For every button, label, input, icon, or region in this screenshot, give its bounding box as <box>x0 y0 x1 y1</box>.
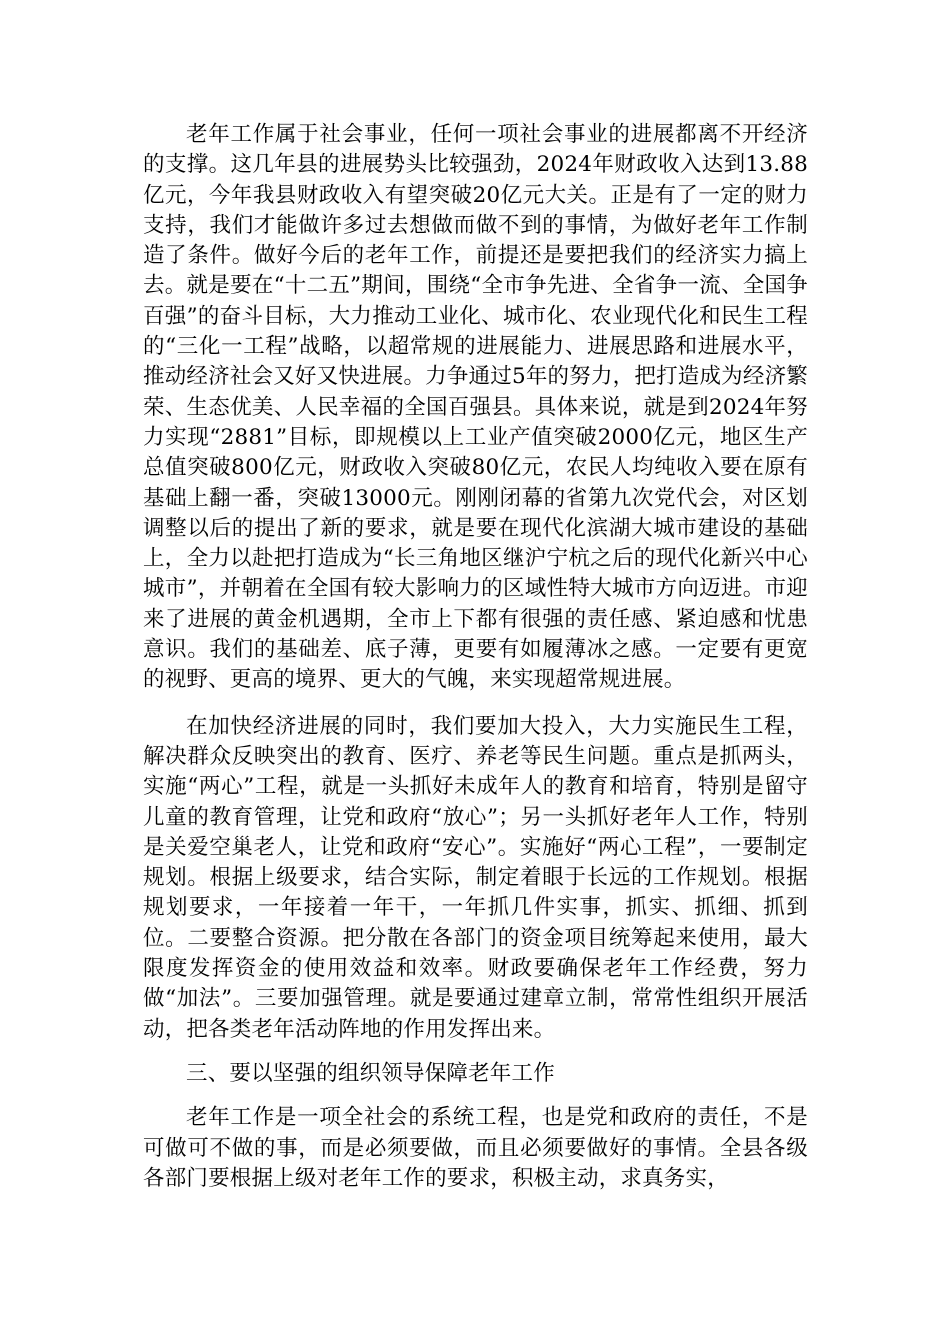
document-body <box>143 120 808 1194</box>
paragraph-organization: 老年工作是一项全社会的系统工程，也是党和政府的责任，不是可做可不做的事，而是必须要做，而且必须要做好的事情。全县各级各部门要根据上级对老年工作的要求，积极主动，求真务实， <box>143 1105 808 1191</box>
section-heading: 三、要以坚强的组织领导保障老年工作 <box>186 1060 555 1086</box>
paragraph-economic-support: 老年工作属于社会事业，任何一项社会事业的进展都离不开经济的支撑。这几年县的进展势头比较强劲，2024年财政收入达到13.88亿元，今年我县财政收入有望突破20亿元大关。正是有了一定的财力支持，我们才能做许多过去想做而做不到的事情，为做好老年工作制造了条件。做好今后的老年工作，前提还是要把我们的经济实力搞上去。就是要在“十二五”期间，围绕“全市争先进、全省争一流、全国争百强”的奋斗目标，大力推动工业化、城市化、农业现代化和民生工程的“三化一工程”战略，以超常规的进展能力、进展思路和进展水平，推动经济社会又好又快进展。力争通过5年的努力，把打造成为经济繁荣、生态优美、人民幸福的全国百强县。具体来说，就是到2024年努力实现“2881”目标，即规模以上工业产值突破2000亿元，地区生产总值突破800亿元，财政收入突破80亿元，农民人均纯收入要在原有基础上翻一番，突破13000元。刚刚闭幕的省第九次党代会，对区划调整以后的提出了新的要求，就是要在现代化滨湖大城市建设的基础上，全力以赴把打造成为“长三角地区继沪宁杭之后的现代化新兴中心城市”，并朝着在全国有较大影响力的区域性特大城市方向迈进。市迎来了进展的黄金机遇期，全市上下都有很强的责任感、紧迫感和忧患意识。我们的基础差、底子薄，更要有如履薄冰之感。一定要有更宽的视野、更高的境界、更大的气魄，来实现超常规进展。 <box>143 122 808 693</box>
paragraph-livelihood-projects: 在加快经济进展的同时，我们要加大投入，大力实施民生工程，解决群众反映突出的教育、医疗、养老等民生问题。重点是抓两头，实施“两心”工程，就是一头抓好未成年人的教育和培育，特别是留守儿童的教育管理，让党和政府“放心”；另一头抓好老年人工作，特别是关爱空巢老人，让党和政府“安心”。实施好“两心工程”，一要制定规划。根据上级要求，结合实际，制定着眼于长远的工作规划。根据规划要求，一年接着一年干，一年抓几件实事，抓实、抓细、抓到位。二要整合资源。把分散在各部门的资金项目统筹起来使用，最大限度发挥资金的使用效益和效率。财政要确保老年工作经费，努力做“加法”。三要加强管理。就是要通过建章立制，常常性组织开展活动，把各类老年活动阵地的作用发挥出来。 <box>143 713 808 1042</box>
